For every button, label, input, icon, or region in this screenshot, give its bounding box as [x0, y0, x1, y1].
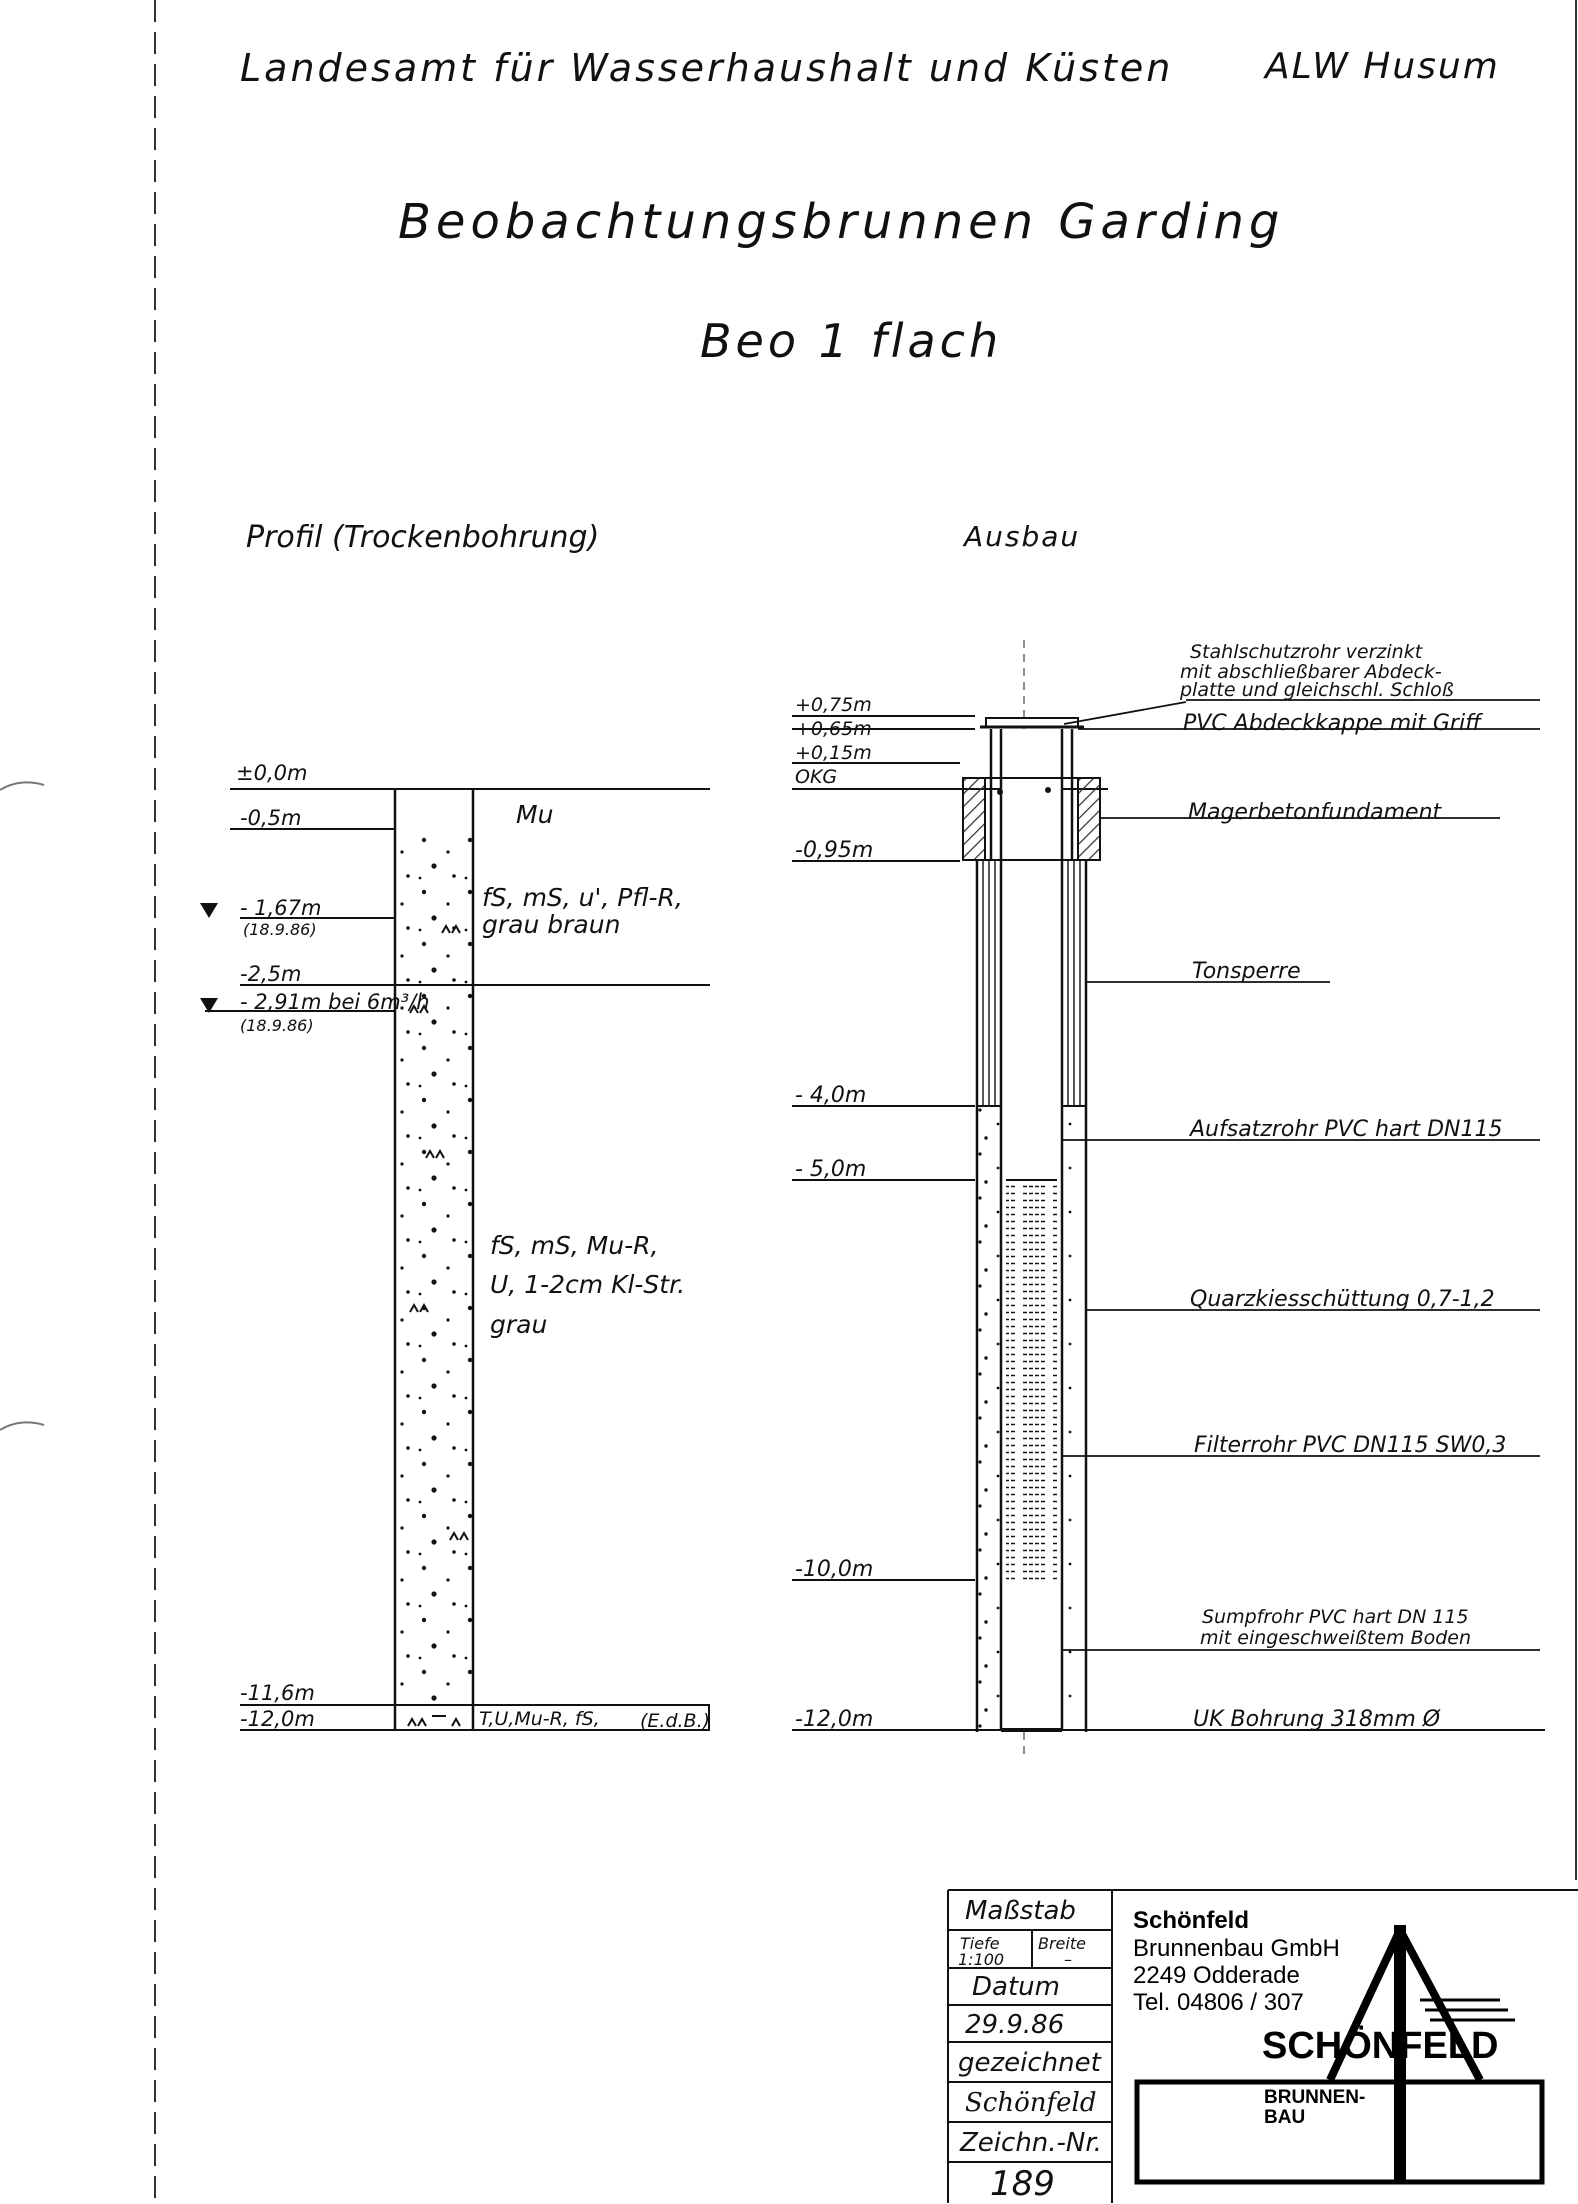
well-assembly [963, 718, 1100, 1732]
authority-name: Landesamt für Wasserhaushalt und Küsten [240, 46, 1174, 90]
profile-level-0: ±0,0m [236, 761, 308, 785]
component-clay-seal: Tonsperre [1192, 959, 1301, 984]
drawing-number-value: 189 [990, 2164, 1055, 2204]
component-filter-pipe: Filterrohr PVC DN115 SW0,3 [1194, 1433, 1507, 1458]
date-label: Datum [972, 1972, 1060, 2002]
construction-level-4: -0,95m [795, 838, 874, 863]
office-name: ALW Husum [1265, 46, 1500, 87]
construction-level-5: - 4,0m [795, 1083, 867, 1108]
scale-depth-value: 1:100 [958, 1950, 1005, 1969]
construction-level-1: +0,65m [795, 718, 872, 740]
component-gravel-pack: Quarzkiesschüttung 0,7-1,2 [1190, 1287, 1495, 1312]
leader-lines [1062, 700, 1540, 1650]
layer-description-2-line1: fS, mS, u', Pfl-R, [482, 883, 683, 912]
construction-level-0: +0,75m [795, 694, 872, 716]
profile-level-3: -11,6m [240, 1681, 315, 1705]
construction-level-8: -12,0m [795, 1707, 874, 1732]
component-borehole-bottom: UK Bohrung 318mm Ø [1193, 1707, 1441, 1732]
drawing-title: Beobachtungsbrunnen Garding [398, 194, 1285, 250]
water-level-2-date: (18.9.86) [240, 1016, 314, 1035]
profile-level-2: -2,5m [240, 962, 302, 986]
construction-level-2: +0,15m [795, 742, 872, 764]
drawn-by-label: gezeichnet [958, 2048, 1101, 2078]
layer-description-1: Mu [516, 800, 554, 829]
well-designation: Beo 1 flach [700, 314, 1003, 368]
water-level-1-date: (18.9.86) [243, 920, 317, 939]
scale-width-label: Breite [1038, 1934, 1086, 1953]
profile-level-1: -0,5m [240, 806, 302, 830]
company-line-2: 2249 Odderade [1133, 1962, 1300, 1989]
component-sump-line2: mit eingeschweißtem Boden [1200, 1627, 1472, 1649]
scale-label: Maßstab [965, 1896, 1076, 1926]
construction-levels [792, 716, 1545, 1730]
construction-heading: Ausbau [964, 520, 1081, 553]
logo-subtext-line1: BRUNNEN- [1264, 2087, 1366, 2108]
date-value: 29.9.86 [965, 2010, 1065, 2040]
company-line-3: Tel. 04806 / 307 [1133, 1989, 1304, 2016]
layer-description-3-line1: fS, mS, Mu-R, [490, 1231, 659, 1260]
component-sump-line1: Sumpfrohr PVC hart DN 115 [1202, 1606, 1469, 1628]
drawn-by-signature: Schönfeld [965, 2088, 1097, 2118]
layer-description-4-note: (E.d.B.) [640, 1710, 711, 1732]
layer-description-3-line2: U, 1-2cm Kl-Str. [490, 1270, 686, 1299]
component-steel-pipe-line3: platte und gleichschl. Schloß [1180, 679, 1454, 701]
component-riser-pipe: Aufsatzrohr PVC hart DN115 [1190, 1117, 1503, 1142]
water-level-1-depth: - 1,67m [240, 896, 322, 920]
drawing-number-label: Zeichn.-Nr. [960, 2128, 1102, 2158]
logo-subtext-line2: BAU [1264, 2107, 1306, 2128]
component-steel-pipe-line1: Stahlschutzrohr verzinkt [1190, 641, 1423, 663]
component-steel-pipe-line2: mit abschließbarer Abdeck- [1180, 661, 1442, 683]
scale-width-value: – [1064, 1950, 1072, 1969]
profile-level-4: -12,0m [240, 1707, 315, 1731]
water-level-2-depth: - 2,91m bei 6m³/h [240, 990, 430, 1014]
component-cap: PVC Abdeckkappe mit Griff [1183, 711, 1481, 736]
profile-heading: Profil (Trockenbohrung) [246, 520, 600, 555]
construction-level-3: OKG [795, 766, 838, 788]
logo-wordmark: SCHÖNFELD [1262, 2025, 1499, 2067]
component-foundation: Magerbetonfundament [1188, 800, 1442, 825]
company-line-1: Brunnenbau GmbH [1133, 1935, 1340, 1962]
layer-description-2-line2: grau braun [482, 910, 621, 939]
construction-level-6: - 5,0m [795, 1157, 867, 1182]
layer-description-4: T,U,Mu-R, fS, [479, 1708, 600, 1730]
layer-description-3-line3: grau [490, 1310, 548, 1339]
scale-depth-label: Tiefe [960, 1934, 1000, 1953]
company-name: Schönfeld [1133, 1907, 1250, 1934]
construction-level-7: -10,0m [795, 1557, 874, 1582]
